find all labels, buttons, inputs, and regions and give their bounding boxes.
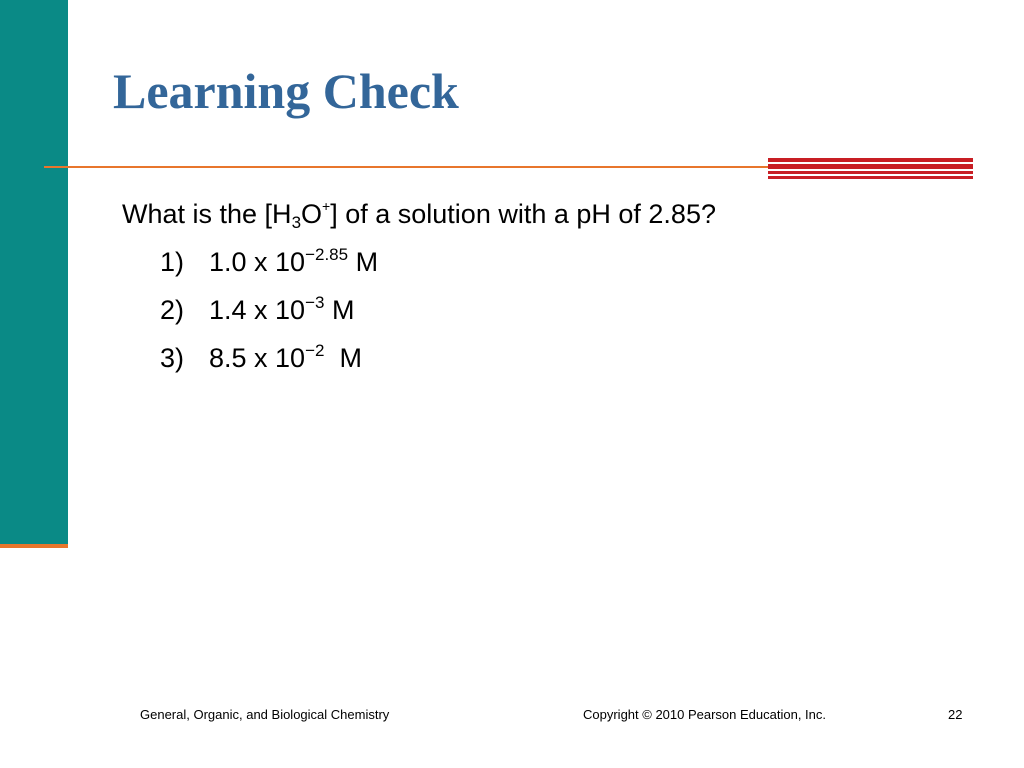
option-unit: M — [355, 247, 379, 277]
footer-copyright: Copyright © 2010 Pearson Education, Inc. — [583, 707, 827, 722]
option-mantissa: 1.4 x 10 — [209, 295, 306, 325]
option-unit: M — [339, 343, 362, 373]
option-unit: M — [331, 295, 355, 325]
option-number: 1) — [160, 247, 185, 277]
red-stripe — [768, 176, 973, 179]
answer-option-1 — [160, 244, 716, 280]
option-exponent: −3 — [305, 293, 325, 312]
question-subscript: 3 — [291, 213, 302, 232]
answer-options — [160, 244, 716, 376]
option-exponent: −2.85 — [305, 245, 349, 264]
answer-option-3 — [160, 340, 716, 376]
option-exponent: −2 — [305, 341, 325, 360]
question-prefix: What is the [H — [122, 199, 292, 229]
side-bar-accent — [0, 544, 68, 548]
slide-title: Learning Check — [113, 63, 459, 119]
question-middle: O — [301, 199, 323, 229]
question-text — [122, 196, 716, 232]
footer-course-title: General, Organic, and Biological Chemistry — [140, 707, 390, 722]
footer-page-number: 22 — [948, 707, 963, 722]
option-mantissa: 1.0 x 10 — [209, 247, 306, 277]
red-stripe — [768, 171, 973, 174]
question-charge: + — [322, 198, 331, 214]
option-number: 2) — [160, 295, 185, 325]
side-bar — [0, 0, 68, 545]
option-mantissa: 8.5 x 10 — [209, 343, 306, 373]
title-rule-line — [44, 166, 770, 168]
red-stripe — [768, 158, 973, 162]
decorative-red-stripes — [768, 158, 973, 179]
answer-option-2 — [160, 292, 716, 328]
red-stripe — [768, 164, 973, 169]
option-number: 3) — [160, 343, 185, 373]
slide-body — [122, 196, 716, 388]
question-suffix: ] of a solution with a pH of 2.85? — [330, 199, 716, 229]
